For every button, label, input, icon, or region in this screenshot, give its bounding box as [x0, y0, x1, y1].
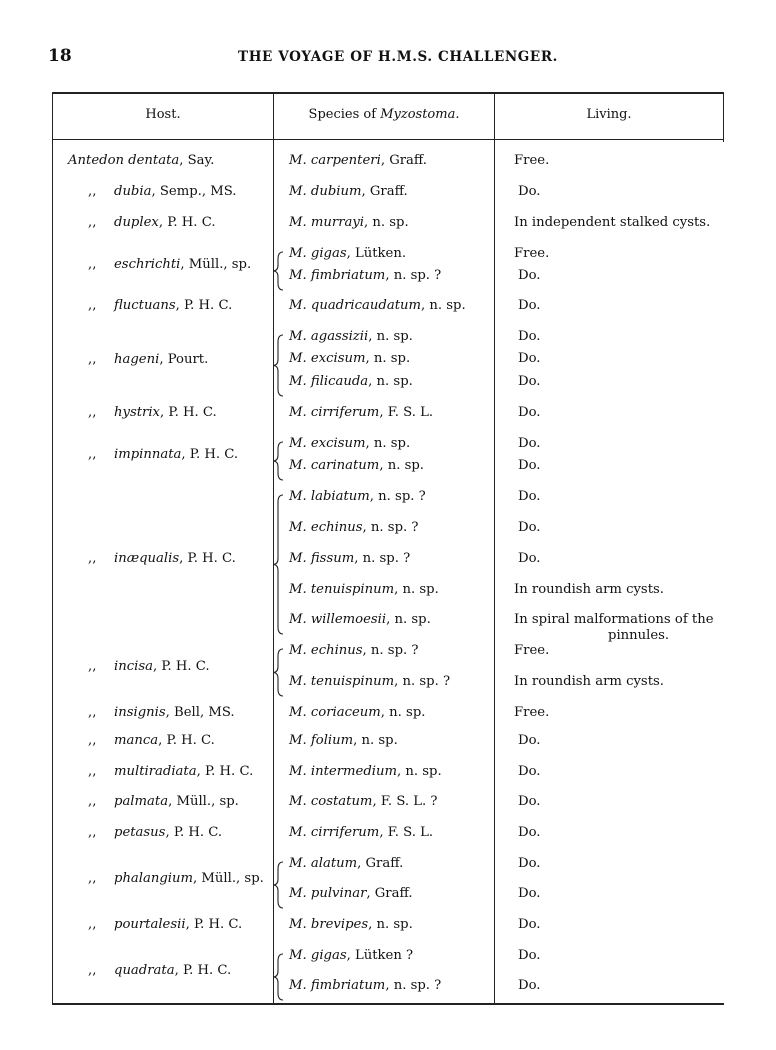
- living-entry: In spiral malformations of the: [514, 612, 714, 627]
- ditto-mark: ,,: [88, 550, 97, 566]
- species-authority: , Lütken.: [346, 246, 407, 261]
- living-entry: Free.: [514, 153, 550, 168]
- living-entry: Do.: [518, 489, 541, 504]
- species-authority: , n. sp.: [380, 705, 426, 720]
- species-name: M. cirriferum: [289, 405, 380, 420]
- host-cell: [88, 794, 239, 809]
- living-entry: Do.: [518, 917, 541, 932]
- ditto-mark: ,,: [88, 733, 97, 748]
- host-authority: , P. H. C.: [165, 825, 223, 840]
- species-name: M. gigas: [289, 948, 347, 963]
- species-name: M. pulvinar: [289, 886, 367, 901]
- host-cell: [88, 184, 236, 199]
- species-authority: , n. sp. ?: [385, 268, 442, 283]
- living-entry: Do.: [518, 764, 541, 779]
- species-name: M. dubium: [289, 184, 362, 199]
- species-name: M. carinatum: [289, 458, 380, 473]
- grouping-brace: [271, 861, 285, 909]
- species-name: M. coriaceum: [289, 705, 381, 720]
- species-entry: [289, 520, 418, 535]
- host-authority: , Bell, MS.: [165, 705, 235, 720]
- host-species-name: palmata: [114, 794, 169, 809]
- grouping-brace: [271, 953, 285, 1001]
- host-cell: [88, 917, 242, 932]
- species-entry: [289, 612, 431, 627]
- ditto-mark: ,,: [88, 794, 97, 809]
- ditto-mark: ,,: [88, 184, 97, 199]
- species-entry: [289, 674, 450, 689]
- living-entry: Do.: [518, 948, 541, 963]
- species-name: M. brevipes: [289, 917, 369, 932]
- living-entry: Do.: [518, 436, 541, 451]
- species-name: M. alatum: [289, 856, 358, 871]
- host-cell: [88, 963, 231, 978]
- header-living: Living.: [586, 107, 632, 122]
- species-entry: [289, 458, 424, 473]
- species-entry: [289, 489, 426, 504]
- species-authority: , n. sp.: [421, 298, 466, 313]
- host-cell: [88, 659, 210, 674]
- species-authority: , n. sp.: [368, 329, 413, 344]
- ditto-mark: ,,: [88, 215, 97, 230]
- table-top-rule: [52, 92, 724, 94]
- species-authority: , n. sp.: [365, 436, 411, 451]
- species-name: M. excisum: [289, 351, 366, 366]
- host-authority: , Say.: [179, 153, 215, 168]
- host-species-name: insignis: [114, 705, 166, 720]
- ditto-mark: ,,: [88, 298, 97, 313]
- grouping-brace: [271, 334, 285, 397]
- species-authority: , n. sp.: [364, 215, 409, 230]
- living-entry: Do.: [518, 856, 541, 871]
- species-authority: , n. sp. ?: [362, 520, 419, 535]
- host-authority: , Semp., MS.: [151, 184, 237, 199]
- table-header-rule: [52, 139, 724, 140]
- ditto-mark: ,,: [88, 257, 97, 272]
- living-entry: Free.: [514, 643, 550, 658]
- species-entry: [289, 978, 441, 993]
- species-entry: [289, 153, 427, 168]
- running-title: THE VOYAGE OF H.M.S. CHALLENGER.: [238, 49, 558, 65]
- species-authority: , Graff.: [380, 153, 427, 168]
- species-name: M. agassizii: [289, 329, 369, 344]
- species-entry: [289, 351, 410, 366]
- ditto-mark: ,,: [88, 447, 97, 462]
- ditto-mark: ,,: [88, 871, 97, 886]
- host-species-name: inæqualis: [114, 550, 180, 566]
- host-authority: , Müll., sp.: [193, 871, 264, 886]
- species-name: M. fimbriatum: [289, 978, 386, 993]
- table-left-border: [52, 92, 53, 1004]
- host-species-name: hystrix: [114, 405, 160, 420]
- species-entry: [289, 643, 418, 658]
- species-entry: [289, 948, 413, 963]
- species-entry: [289, 825, 433, 840]
- host-authority: , P. H. C.: [196, 764, 254, 779]
- species-name: M. cirriferum: [289, 825, 380, 840]
- ditto-mark: ,,: [88, 351, 97, 367]
- living-entry: Do.: [518, 978, 541, 993]
- species-name: M. quadricaudatum: [289, 298, 421, 313]
- ditto-mark: ,,: [88, 917, 97, 932]
- species-name: M. willemoesii: [289, 612, 387, 627]
- species-name: M. tenuispinum: [289, 582, 395, 597]
- living-entry: Do.: [518, 374, 541, 389]
- species-name: M. filicauda: [289, 374, 369, 389]
- species-authority: , n. sp.: [394, 582, 439, 597]
- page-number: 18: [48, 46, 72, 66]
- species-entry: [289, 705, 425, 720]
- species-authority: , n. sp.: [368, 917, 413, 932]
- host-cell: [88, 871, 264, 886]
- species-name: M. echinus: [289, 520, 363, 535]
- species-name: M. labiatum: [289, 489, 370, 504]
- species-entry: [289, 917, 413, 932]
- grouping-brace: [271, 648, 285, 697]
- living-entry: Do.: [518, 184, 541, 199]
- species-authority: , Graff.: [357, 856, 404, 871]
- host-cell: [88, 825, 222, 840]
- column-divider-living: [494, 92, 495, 1004]
- species-name: M. murrayi: [289, 215, 365, 230]
- species-authority: , n. sp. ?: [354, 551, 411, 566]
- ditto-mark: ,,: [88, 658, 97, 674]
- host-authority: , P. H. C.: [158, 215, 216, 230]
- species-entry: [289, 298, 466, 313]
- species-name: M. costatum: [289, 794, 373, 809]
- species-authority: , n. sp. ?: [394, 674, 451, 689]
- living-entry: Do.: [518, 733, 541, 748]
- living-entry: Do.: [518, 551, 541, 566]
- host-cell: [88, 447, 238, 462]
- species-entry: [289, 405, 433, 420]
- living-entry: Do.: [518, 520, 541, 535]
- species-entry: [289, 329, 413, 344]
- host-cell: [68, 153, 214, 168]
- grouping-brace: [271, 251, 285, 291]
- species-name: M. gigas: [289, 246, 347, 261]
- species-entry: [289, 733, 398, 748]
- species-entry: [289, 268, 441, 283]
- living-entry: Do.: [518, 825, 541, 840]
- host-cell: [88, 298, 232, 313]
- species-authority: , n. sp.: [353, 733, 398, 748]
- species-authority: , n. sp.: [365, 351, 411, 366]
- species-entry: [289, 374, 413, 389]
- host-cell: [88, 215, 216, 230]
- ditto-mark: ,,: [88, 705, 97, 720]
- host-species-name: multiradiata: [114, 764, 197, 779]
- host-species-name: dubia: [114, 184, 152, 199]
- species-entry: [289, 582, 439, 597]
- living-entry: In roundish arm cysts.: [514, 674, 664, 689]
- species-entry: [289, 794, 437, 809]
- host-species-name: pourtalesii: [114, 917, 186, 932]
- living-entry: In independent stalked cysts.: [514, 215, 711, 230]
- species-authority: , F. S. L. ?: [372, 794, 438, 809]
- living-entry: Do.: [518, 298, 541, 313]
- species-name: M. tenuispinum: [289, 674, 395, 689]
- host-authority: , Müll., sp.: [180, 257, 252, 272]
- host-authority: , P. H. C.: [175, 298, 233, 313]
- grouping-brace: [271, 441, 285, 481]
- living-entry: Free.: [514, 705, 550, 720]
- species-authority: , n. sp.: [396, 764, 442, 779]
- ditto-mark: ,,: [88, 963, 97, 978]
- species-authority: , n. sp.: [379, 458, 424, 473]
- species-name: M. folium: [289, 733, 354, 748]
- host-species-name: eschrichti: [114, 257, 181, 272]
- living-entry: Do.: [518, 405, 541, 420]
- header-species: Species of Myzostoma.: [308, 107, 460, 122]
- species-entry: [289, 551, 410, 566]
- species-name: M. fimbriatum: [289, 268, 386, 283]
- species-name: M. intermedium: [289, 764, 397, 779]
- host-cell: [88, 551, 236, 566]
- host-species-name: manca: [114, 733, 159, 748]
- living-entry: pinnules.: [608, 628, 670, 643]
- host-cell: [88, 352, 208, 367]
- host-cell: [88, 257, 251, 272]
- host-species-name: petasus: [114, 825, 166, 840]
- table-bottom-rule: [52, 1003, 724, 1005]
- species-authority: , F. S. L.: [379, 825, 434, 840]
- living-entry: Do.: [518, 458, 541, 473]
- species-authority: , Lütken ?: [346, 948, 414, 963]
- host-cell: [88, 733, 215, 748]
- species-name: M. carpenteri: [289, 153, 381, 168]
- species-entry: [289, 215, 409, 230]
- living-entry: Do.: [518, 329, 541, 344]
- host-species-name: duplex: [114, 215, 159, 230]
- species-name: M. excisum: [289, 436, 366, 451]
- grouping-brace: [271, 494, 285, 635]
- ditto-mark: ,,: [88, 825, 97, 840]
- host-species-name: impinnata: [114, 447, 182, 462]
- species-authority: , n. sp. ?: [362, 643, 419, 658]
- species-authority: , F. S. L.: [379, 405, 434, 420]
- species-entry: [289, 856, 403, 871]
- species-entry: [289, 184, 408, 199]
- host-cell: [88, 705, 235, 720]
- host-species-name: phalangium: [114, 871, 194, 886]
- living-entry: Do.: [518, 886, 541, 901]
- species-entry: [289, 436, 410, 451]
- species-name: M. echinus: [289, 643, 363, 658]
- host-authority: , Müll., sp.: [168, 794, 239, 809]
- species-authority: , n. sp.: [368, 374, 413, 389]
- species-name: M. fissum: [289, 551, 355, 566]
- living-entry: Do.: [518, 351, 541, 366]
- host-authority: , Pourt.: [159, 351, 209, 367]
- host-cell: [88, 405, 217, 420]
- host-species-name: incisa: [114, 658, 153, 674]
- host-species-name: fluctuans: [114, 298, 176, 313]
- species-authority: , Graff.: [366, 886, 413, 901]
- living-entry: Do.: [518, 794, 541, 809]
- host-authority: , P. H. C.: [159, 405, 217, 420]
- host-authority: , P. H. C.: [152, 658, 210, 674]
- living-entry: Free.: [514, 246, 550, 261]
- host-authority: , P. H. C.: [185, 917, 243, 932]
- host-species-name: hageni: [114, 351, 160, 367]
- species-authority: , Graff.: [361, 184, 408, 199]
- host-authority: , P. H. C.: [179, 550, 236, 566]
- host-authority: , P. H. C.: [174, 963, 232, 978]
- species-authority: , n. sp. ?: [385, 978, 442, 993]
- host-cell: [88, 764, 253, 779]
- host-authority: , P. H. C.: [158, 733, 215, 748]
- species-authority: , n. sp.: [386, 612, 431, 627]
- ditto-mark: ,,: [88, 764, 97, 779]
- ditto-mark: ,,: [88, 405, 97, 420]
- host-species-name: Antedon dentata: [68, 153, 180, 168]
- species-authority: , n. sp. ?: [369, 489, 426, 504]
- living-entry: Do.: [518, 268, 541, 283]
- table-right-border: [723, 92, 724, 142]
- host-authority: , P. H. C.: [181, 447, 239, 462]
- host-species-name: quadrata: [114, 963, 175, 978]
- species-entry: [289, 246, 406, 261]
- species-entry: [289, 764, 442, 779]
- header-host: Host.: [145, 107, 181, 122]
- living-entry: In roundish arm cysts.: [514, 582, 664, 597]
- species-entry: [289, 886, 413, 901]
